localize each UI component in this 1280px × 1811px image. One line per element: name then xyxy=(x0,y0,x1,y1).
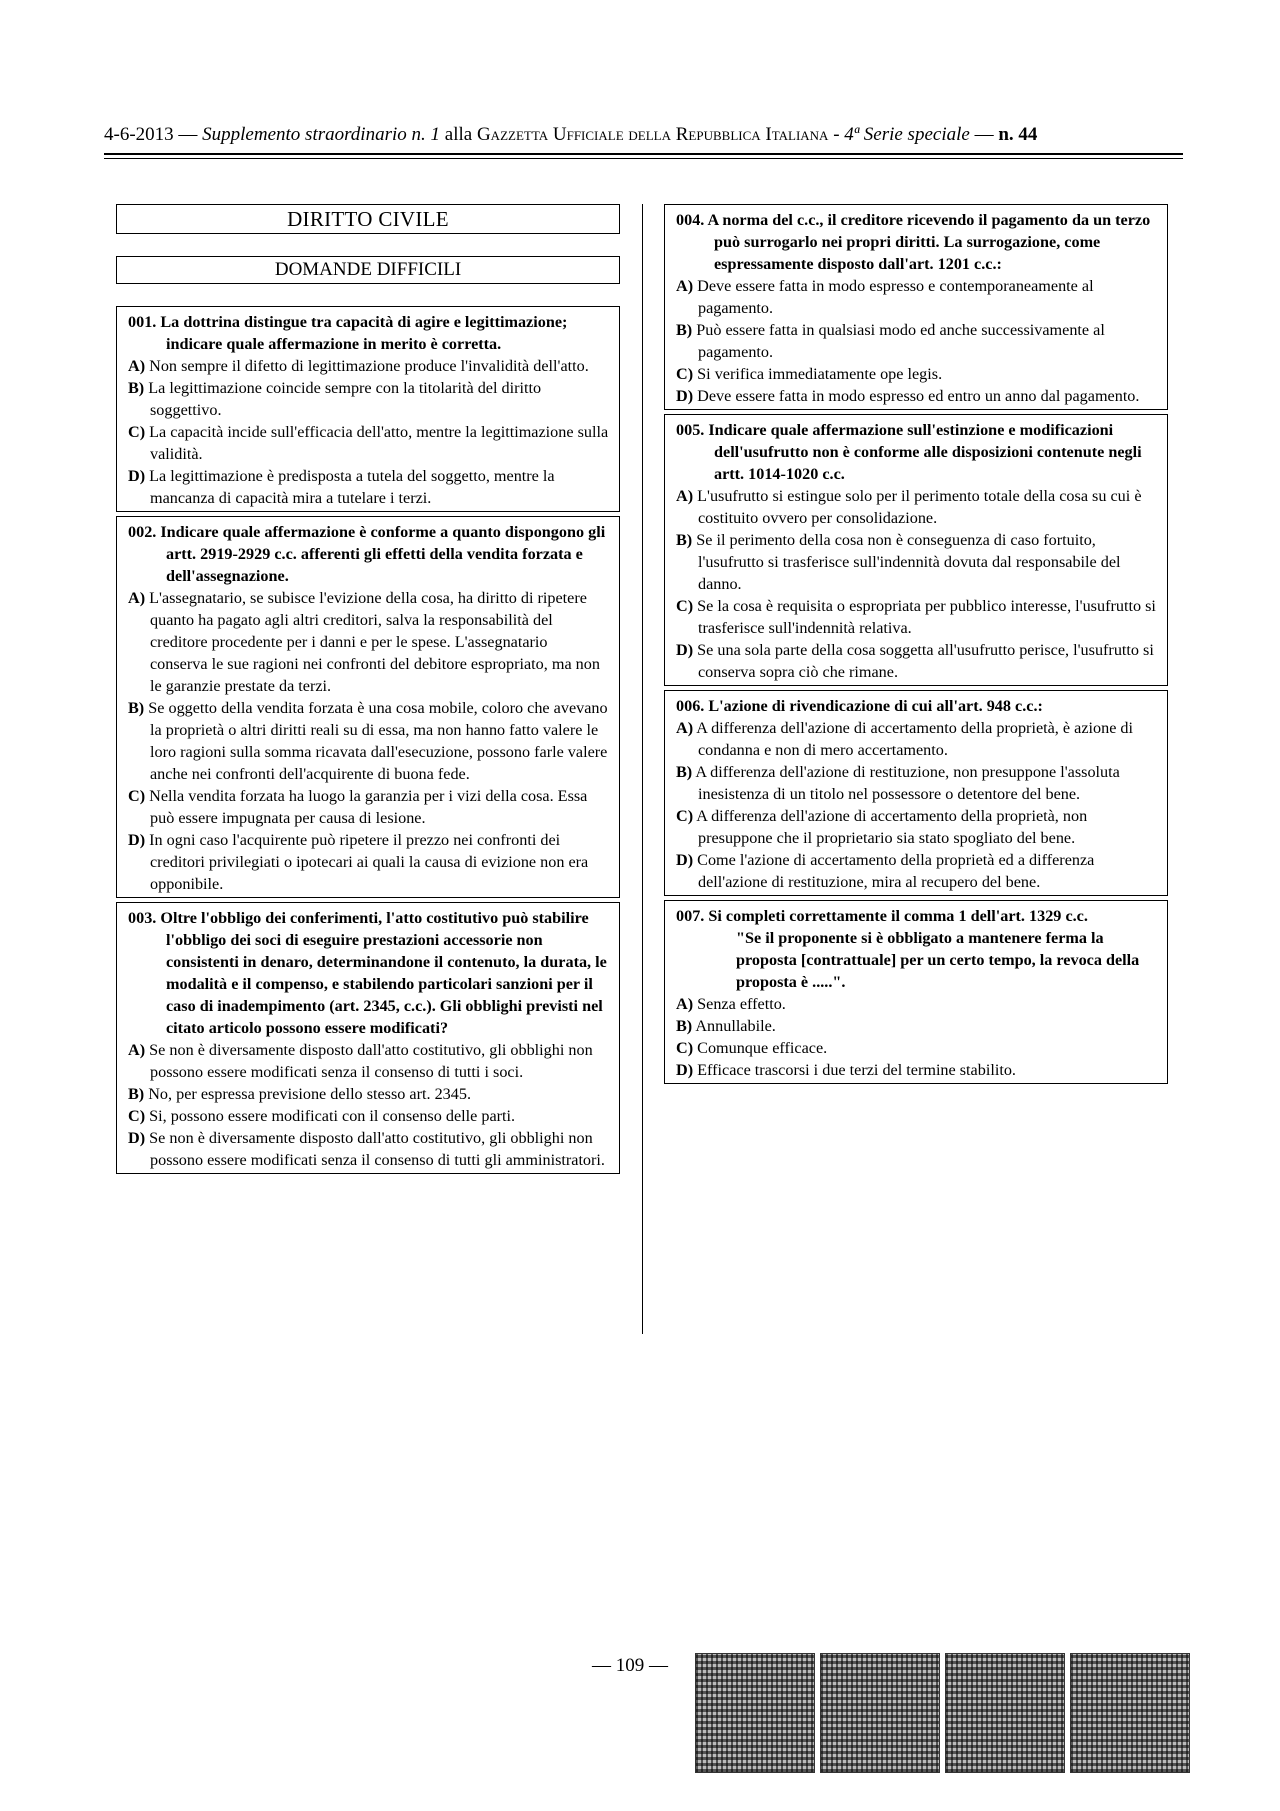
answer-option xyxy=(128,785,609,829)
header-dash: — xyxy=(974,124,994,145)
barcode-image xyxy=(945,1653,1065,1773)
left-questions xyxy=(116,306,620,1174)
barcode-image xyxy=(695,1653,815,1773)
answer-letter: C) xyxy=(676,1039,694,1057)
header-supplement: Supplemento straordinario n. 1 xyxy=(202,124,441,145)
answer-text: Deve essere fatta in modo espresso ed entro un anno dal pagamento. xyxy=(697,387,1140,405)
answer-letter: B) xyxy=(128,1085,145,1103)
answer-text: Nella vendita forzata ha luogo la garanzia per i vizi della cosa. Essa può essere impugnata per causa di lesione. xyxy=(149,787,588,827)
answer-option xyxy=(676,717,1157,761)
header-rule xyxy=(104,153,1183,155)
answer-text: Se il perimento della cosa non è conseguenza di caso fortuito, l'usufrutto si trasferisce sull'indennità dovuta dal responsabile del danno. xyxy=(696,531,1121,593)
question-body: Indicare quale affermazione è conforme a quanto dispongono gli artt. 2919-2929 c.c. afferenti gli effetti della vendita forzata e dell'assegnazione. xyxy=(160,523,606,585)
answer-letter: A) xyxy=(676,487,694,505)
answer-option xyxy=(676,363,1157,385)
answer-option xyxy=(676,639,1157,683)
question-text xyxy=(128,311,609,355)
answer-option xyxy=(128,1127,609,1171)
question-block xyxy=(116,516,620,898)
answer-text: Se una sola parte della cosa soggetta all'usufrutto perisce, l'usufrutto si conserva sopra ciò che rimane. xyxy=(697,641,1154,681)
answer-option xyxy=(676,805,1157,849)
answer-letter: A) xyxy=(676,277,694,295)
question-body: A norma del c.c., il creditore ricevendo il pagamento da un terzo può surrogarlo nei propri diritti. La surrogazione, come espressamente disposto dall'art. 1201 c.c.: xyxy=(707,211,1151,273)
page-header xyxy=(104,120,1183,152)
answer-option xyxy=(676,385,1157,407)
answer-letter: A) xyxy=(128,357,146,375)
answer-letter: D) xyxy=(676,1061,694,1079)
barcode-image xyxy=(1070,1653,1190,1773)
answer-option xyxy=(128,1083,609,1105)
right-column xyxy=(664,204,1168,1088)
answer-text: In ogni caso l'acquirente può ripetere il prezzo nei confronti dei creditori privilegiati o ipotecari ai quali la causa di evizione non era opponibile. xyxy=(149,831,589,893)
answer-letter: C) xyxy=(128,1107,146,1125)
question-number: 002. xyxy=(128,523,157,541)
left-column xyxy=(116,204,620,1178)
answer-letter: C) xyxy=(676,807,694,825)
answer-option xyxy=(676,1037,1157,1059)
answer-letter: B) xyxy=(676,531,693,549)
answer-text: Se non è diversamente disposto dall'atto costitutivo, gli obblighi non possono essere modificati senza il consenso di tutti i soci. xyxy=(149,1041,593,1081)
right-questions xyxy=(664,204,1168,1084)
answer-option xyxy=(128,1039,609,1083)
answer-option xyxy=(676,1015,1157,1037)
answer-text: A differenza dell'azione di accertamento della proprietà, non presuppone che il proprietario sia stato spogliato del bene. xyxy=(696,807,1088,847)
answer-text: Comunque efficace. xyxy=(697,1039,828,1057)
header-number: n. 44 xyxy=(998,124,1038,145)
question-number: 006. xyxy=(676,697,705,715)
header-serie: 4ª Serie speciale xyxy=(844,124,970,145)
answer-letter: B) xyxy=(676,763,693,781)
answer-option xyxy=(128,697,609,785)
answer-letter: D) xyxy=(128,1129,146,1147)
answer-text: Non sempre il difetto di legittimazione produce l'invalidità dell'atto. xyxy=(149,357,589,375)
column-divider xyxy=(642,204,643,1334)
answer-option xyxy=(128,465,609,509)
answer-letter: D) xyxy=(128,831,146,849)
answer-text: La legittimazione è predisposta a tutela del soggetto, mentre la mancanza di capacità mira a tutelare i terzi. xyxy=(149,467,555,507)
question-text xyxy=(676,695,1157,717)
answer-letter: C) xyxy=(128,423,146,441)
answer-letter: D) xyxy=(128,467,146,485)
question-body: Oltre l'obbligo dei conferimenti, l'atto costitutivo può stabilire l'obbligo dei soci di eseguire prestazioni accessorie non consistenti in denaro, determinandone il contenuto, la durata, le modalità e il compenso, e stabilendo particolari sanzioni per il caso di inadempimento (art. 2345, c.c.). Gli obblighi previsti nel citato articolo possono essere modificati? xyxy=(160,909,607,1037)
answer-option xyxy=(128,587,609,697)
header-rule xyxy=(104,158,1183,159)
answer-text: A differenza dell'azione di restituzione, non presuppone l'assoluta inesistenza di un titolo nel possessore o detentore del bene. xyxy=(695,763,1120,803)
question-body: L'azione di rivendicazione di cui all'art. 948 c.c.: xyxy=(708,697,1043,715)
answer-text: La capacità incide sull'efficacia dell'atto, mentre la legittimazione sulla validità. xyxy=(149,423,609,463)
answer-option xyxy=(676,1059,1157,1081)
answer-option xyxy=(676,319,1157,363)
question-block xyxy=(664,690,1168,896)
header-left xyxy=(104,124,1037,146)
question-block xyxy=(116,306,620,512)
answer-option xyxy=(128,829,609,895)
answer-text: Se non è diversamente disposto dall'atto costitutivo, gli obblighi non possono essere modificati senza il consenso di tutti gli amministratori. xyxy=(149,1129,605,1169)
header-alla: alla xyxy=(444,124,473,145)
question-block xyxy=(664,900,1168,1084)
answer-letter: B) xyxy=(676,1017,693,1035)
answer-letter: A) xyxy=(128,589,146,607)
question-text xyxy=(128,907,609,1039)
answer-option xyxy=(128,421,609,465)
question-block xyxy=(664,414,1168,686)
answer-option xyxy=(676,849,1157,893)
answer-letter: C) xyxy=(676,365,694,383)
answer-letter: A) xyxy=(128,1041,146,1059)
answer-option xyxy=(128,1105,609,1127)
answer-text: Come l'azione di accertamento della proprietà ed a differenza dell'azione di restituzione, mira al recupero del bene. xyxy=(697,851,1095,891)
question-text xyxy=(676,419,1157,485)
answer-text: Deve essere fatta in modo espresso e contemporaneamente al pagamento. xyxy=(697,277,1094,317)
answer-text: Si verifica immediatamente ope legis. xyxy=(697,365,943,383)
answer-letter: D) xyxy=(676,641,694,659)
page-number: — 109 — xyxy=(592,1655,668,1676)
question-number: 005. xyxy=(676,421,705,439)
answer-letter: B) xyxy=(128,379,145,397)
answer-text: No, per espressa previsione dello stesso art. 2345. xyxy=(148,1085,472,1103)
answer-text: Annullabile. xyxy=(695,1017,776,1035)
answer-option xyxy=(676,761,1157,805)
answer-text: Se la cosa è requisita o espropriata per pubblico interesse, l'usufrutto si trasferisce sull'indennità relativa. xyxy=(697,597,1156,637)
answer-text: Si, possono essere modificati con il consenso delle parti. xyxy=(149,1107,516,1125)
question-number: 003. xyxy=(128,909,157,927)
header-gazzetta: Gazzetta Ufficiale della Repubblica Italiana xyxy=(476,124,829,145)
question-body: La dottrina distingue tra capacità di agire e legittimazione; indicare quale affermazione in merito è corretta. xyxy=(160,313,568,353)
question-block xyxy=(664,204,1168,410)
header-dash: — xyxy=(178,124,198,145)
question-number: 004. xyxy=(676,211,705,229)
answer-text: Se oggetto della vendita forzata è una cosa mobile, coloro che avevano la proprietà o altri diritti reali su di essa, ma non hanno fatto valere le loro ragioni sulla somma ricavata dall'esecuzione, possono farle valere anche nei confronti dell'acquirente di buona fede. xyxy=(148,699,608,783)
header-date: 4-6-2013 xyxy=(104,124,174,145)
question-text xyxy=(128,521,609,587)
answer-letter: C) xyxy=(676,597,694,615)
answer-letter: C) xyxy=(128,787,146,805)
answer-letter: B) xyxy=(676,321,693,339)
answer-letter: D) xyxy=(676,387,694,405)
answer-text: L'assegnatario, se subisce l'evizione della cosa, ha diritto di ripetere quanto ha pagato agli altri creditori, salva la responsabilità del creditore procedente per i danni e per le spese. L'assegnatario conserva le sue ragioni nei confronti del debitore espropriato, ma non le garanzie prestate da terzi. xyxy=(149,589,600,695)
answer-letter: A) xyxy=(676,719,694,737)
answer-letter: B) xyxy=(128,699,145,717)
answer-text: A differenza dell'azione di accertamento della proprietà, è azione di condanna e non di mero accertamento. xyxy=(696,719,1134,759)
answer-text: Può essere fatta in qualsiasi modo ed anche successivamente al pagamento. xyxy=(696,321,1105,361)
answer-option xyxy=(128,377,609,421)
answer-text: Senza effetto. xyxy=(697,995,786,1013)
answer-text: La legittimazione coincide sempre con la titolarità del diritto soggettivo. xyxy=(148,379,542,419)
question-text xyxy=(676,905,1157,927)
answer-text: L'usufrutto si estingue solo per il perimento totale della cosa su cui è costituito ovvero per consolidazione. xyxy=(697,487,1142,527)
answer-letter: D) xyxy=(676,851,694,869)
question-quote: "Se il proponente si è obbligato a mantenere ferma la proposta [contrattuale] per un certo tempo, la revoca della proposta è .....". xyxy=(736,929,1140,991)
answer-option xyxy=(676,485,1157,529)
question-number: 001. xyxy=(128,313,157,331)
answer-option xyxy=(128,355,609,377)
question-number: 007. xyxy=(676,907,705,925)
question-body: Si completi correttamente il comma 1 dell'art. 1329 c.c. xyxy=(708,907,1088,925)
barcode-image xyxy=(820,1653,940,1773)
question-text xyxy=(676,209,1157,275)
section-title: DIRITTO CIVILE xyxy=(116,204,620,234)
header-sep: - xyxy=(833,124,840,145)
answer-option xyxy=(676,529,1157,595)
question-body: Indicare quale affermazione sull'estinzione e modificazioni dell'usufrutto non è conforme alle disposizioni contenute negli artt. 1014-1020 c.c. xyxy=(708,421,1142,483)
answer-option xyxy=(676,595,1157,639)
answer-text: Efficace trascorsi i due terzi del termine stabilito. xyxy=(697,1061,1016,1079)
subsection-title: DOMANDE DIFFICILI xyxy=(116,256,620,284)
answer-option xyxy=(676,275,1157,319)
question-block xyxy=(116,902,620,1174)
answer-letter: A) xyxy=(676,995,694,1013)
answer-option xyxy=(676,993,1157,1015)
